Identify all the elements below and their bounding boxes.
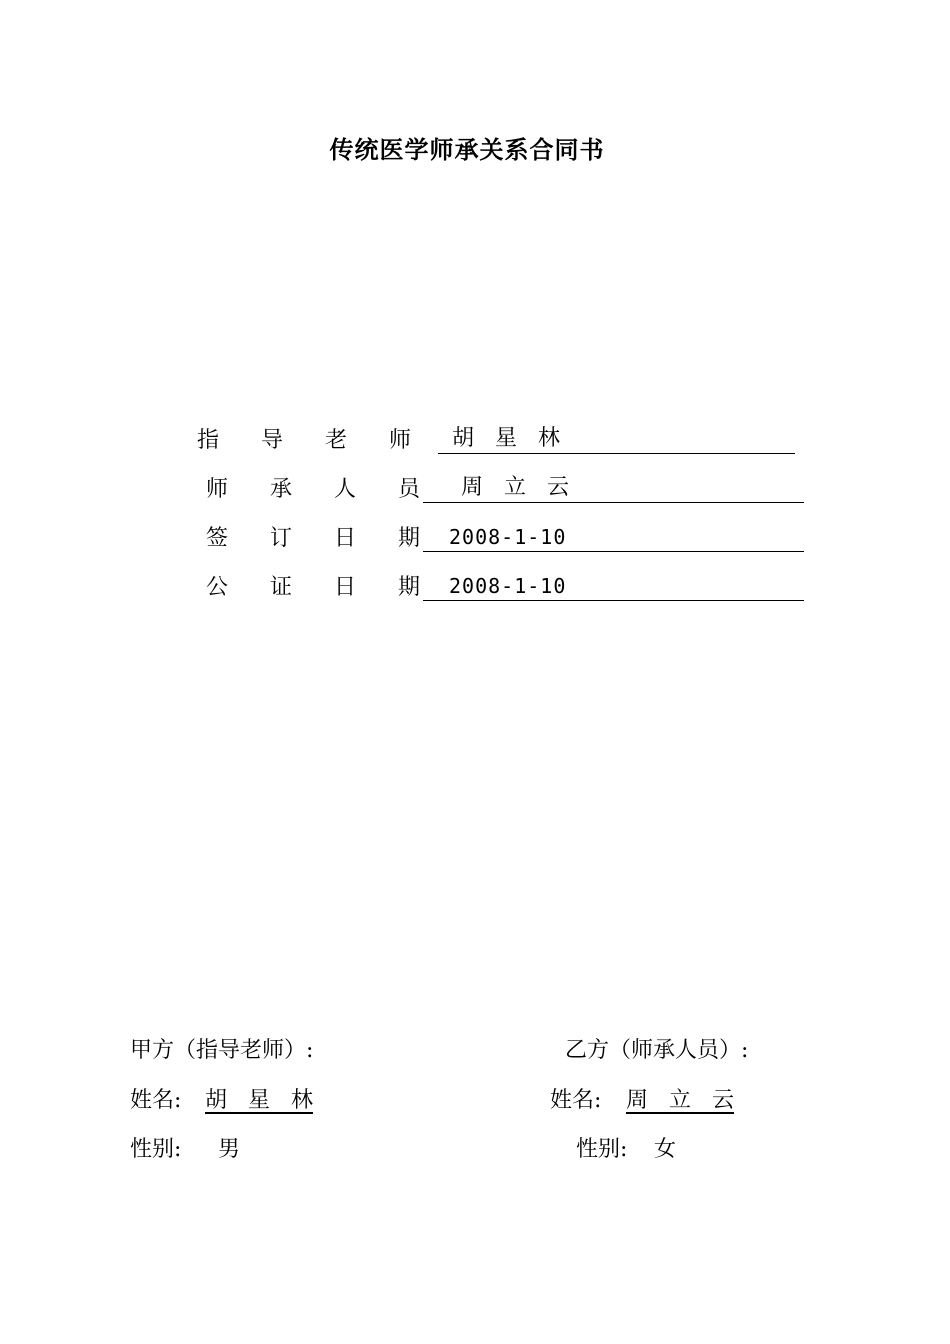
notary-date-field: 2008-1-10 (423, 571, 804, 601)
label-char: 师 (388, 428, 411, 453)
party-b-name-value: 周 立 云 (626, 1088, 734, 1113)
label-char: 日 (333, 526, 356, 551)
label-char: 承 (269, 477, 292, 502)
info-row-apprentice (205, 473, 805, 507)
label-char: 日 (333, 575, 356, 600)
label-char: 师 (205, 477, 228, 502)
label-char: 期 (397, 575, 420, 600)
party-b-heading: 乙方（师承人员）: (565, 1038, 749, 1063)
label-char: 公 (205, 575, 228, 600)
label-char: 人 (333, 477, 356, 502)
label-char: 订 (269, 526, 292, 551)
info-row-teacher (196, 424, 796, 458)
apprentice-name-field: 周 立 云 (423, 473, 804, 503)
label-char: 期 (397, 526, 420, 551)
label-char: 证 (269, 575, 292, 600)
info-row-notary-date (205, 571, 805, 605)
party-a-gender-label: 性别: (130, 1137, 182, 1162)
party-a-heading: 甲方（指导老师）: (130, 1038, 314, 1063)
party-a-name-value: 胡 星 林 (205, 1088, 313, 1113)
party-b-gender-value: 女 (654, 1137, 677, 1162)
label-char: 指 (196, 428, 219, 453)
party-b-gender-label: 性别: (576, 1137, 628, 1162)
document-title: 传统医学师承关系合同书 (329, 135, 605, 164)
party-b-name-label: 姓名: (550, 1088, 602, 1113)
info-row-sign-date (205, 522, 805, 556)
label-char: 导 (260, 428, 283, 453)
teacher-name-field: 胡 星 林 (438, 424, 795, 454)
label-char: 老 (324, 428, 347, 453)
label-char: 签 (205, 526, 228, 551)
sign-date-field: 2008-1-10 (423, 522, 804, 552)
party-a-gender-value: 男 (218, 1137, 241, 1162)
label-char: 员 (397, 477, 420, 502)
party-a-name-label: 姓名: (130, 1088, 182, 1113)
